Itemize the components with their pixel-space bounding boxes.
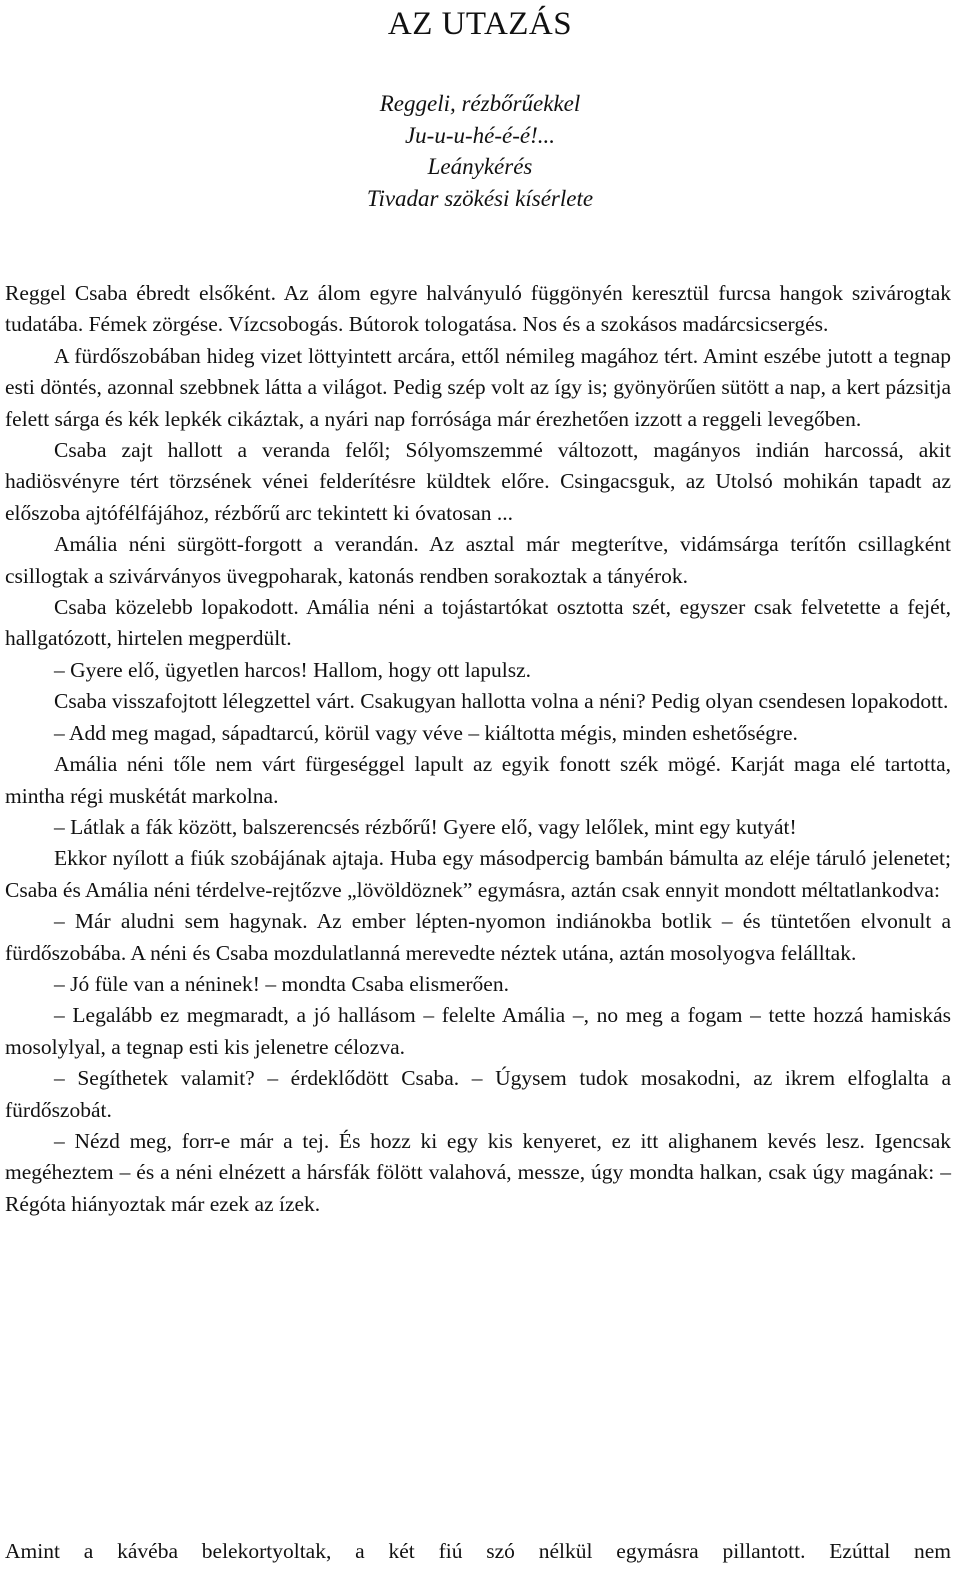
chapter-contents	[0, 88, 960, 214]
dialogue-line: – Segíthetek valamit? – érdeklődött Csaba. – Úgysem tudok mosakodni, az ikrem elfoglalta a fürdőszobát.	[5, 1066, 951, 1122]
body-text	[5, 278, 951, 1220]
paragraph: Amália néni sürgött-forgott a verandán. Az asztal már megterítve, vidámsárga terítőn csillagként csillogtak a szivárványos üvegpoharak, katonás rendben sorakoztak a tányérok.	[5, 532, 951, 588]
paragraph: Ekkor nyílott a fiúk szobájának ajtaja. Huba egy másodpercig bambán bámulta az eléje táruló jelenetet; Csaba és Amália néni térdelve-rejtőzve „lövöldöznek” egymásra, aztán csak ennyit mondott méltatlankodva:	[5, 846, 951, 902]
paragraph: Amália néni tőle nem várt fürgeséggel lapult az egyik fonott szék mögé. Karját maga elé tartotta, mintha régi muskétát markolna.	[5, 752, 951, 808]
paragraph: Csaba visszafojtott lélegzettel várt. Csakugyan hallotta volna a néni? Pedig olyan csendesen lopakodott.	[54, 689, 949, 714]
dialogue-line: – Add meg magad, sápadtarcú, körül vagy véve – kiáltotta mégis, minden eshetőségre.	[54, 720, 798, 745]
dialogue-line: – Nézd meg, forr-e már a tej. És hozz ki egy kis kenyeret, ez itt alighanem kevés lesz. Igencsak megéheztem – és a néni elnézett a hársfák fölött valahová, messze, úgy mondta halkan, csak úgy magának: – Régóta hiányoztak már ezek az ízek.	[5, 1128, 951, 1216]
paragraph: Csaba közelebb lopakodott. Amália néni a tojástartókat osztotta szét, egyszer csak felvetette a fejét, hallgatózott, hirtelen megperdült.	[5, 595, 951, 651]
dialogue-line: – Jó füle van a néninek! – mondta Csaba elismerően.	[54, 971, 509, 996]
closing-line: Amint a kávéba belekortyoltak, a két fiú szó nélkül egymásra pillantott. Ezúttal nem	[5, 1539, 951, 1563]
dialogue-line: – Gyere elő, ügyetlen harcos! Hallom, hogy ott lapulsz.	[54, 657, 532, 682]
paragraph: Reggel Csaba ébredt elsőként. Az álom egyre halványuló függönyén keresztül furcsa hangok szivárogtak tudatába. Fémek zörgése. Vízcsobogás. Bútorok tologatása. Nos és a szokásos madárcsicsergés.	[5, 281, 951, 337]
dialogue-line: – Legalább ez megmaradt, a jó hallásom – felelte Amália –, no meg a fogam – tette hozzá hamiskás mosolylyal, a tegnap esti kis jelenetre célozva.	[5, 1003, 951, 1059]
chapter-contents-item: Ju-u-u-hé-é-é!...	[404, 122, 556, 148]
chapter-contents-item: Leánykérés	[427, 154, 533, 179]
dialogue-line: – Látlak a fák között, balszerencsés rézbőrű! Gyere elő, vagy lelőlek, mint egy kutyát!	[54, 814, 797, 839]
paragraph: Csaba zajt hallott a veranda felől; Sólyomszemmé változott, magányos indián harcossá, akit hadiösvényre tért törzsének vénei felderítésre küldtek előre. Csingacsguk, az Utolsó mohikán tapadt az előszoba ajtófélfájához, rézbőrű arc tekintett ki óvatosan ...	[5, 438, 951, 525]
dialogue-line: – Már aludni sem hagynak. Az ember lépten-nyomon indiánokba botlik – és tüntetően elvonult a fürdőszobába. A néni és Csaba mozdulatlanná merevedte néztek utána, aztán mosolyogva felálltak.	[5, 909, 951, 965]
chapter-contents-item: Tivadar szökési kísérlete	[366, 185, 594, 211]
paragraph: A fürdőszobában hideg vizet löttyintett arcára, ettől némileg magához tért. Amint eszébe jutott a tegnap esti döntés, azonnal szebbnek látta a világot. Pedig szép volt az így is; gyönyörűen sütött a nap, a kert pázsitja felett sárga és kék lepkék cikáztak, a nyári nap forrósága már érezhetően izzott a reggeli levegőben.	[5, 343, 951, 431]
chapter-title: AZ UTAZÁS	[387, 6, 573, 42]
chapter-contents-item: Reggeli, rézbőrűekkel	[379, 91, 581, 116]
